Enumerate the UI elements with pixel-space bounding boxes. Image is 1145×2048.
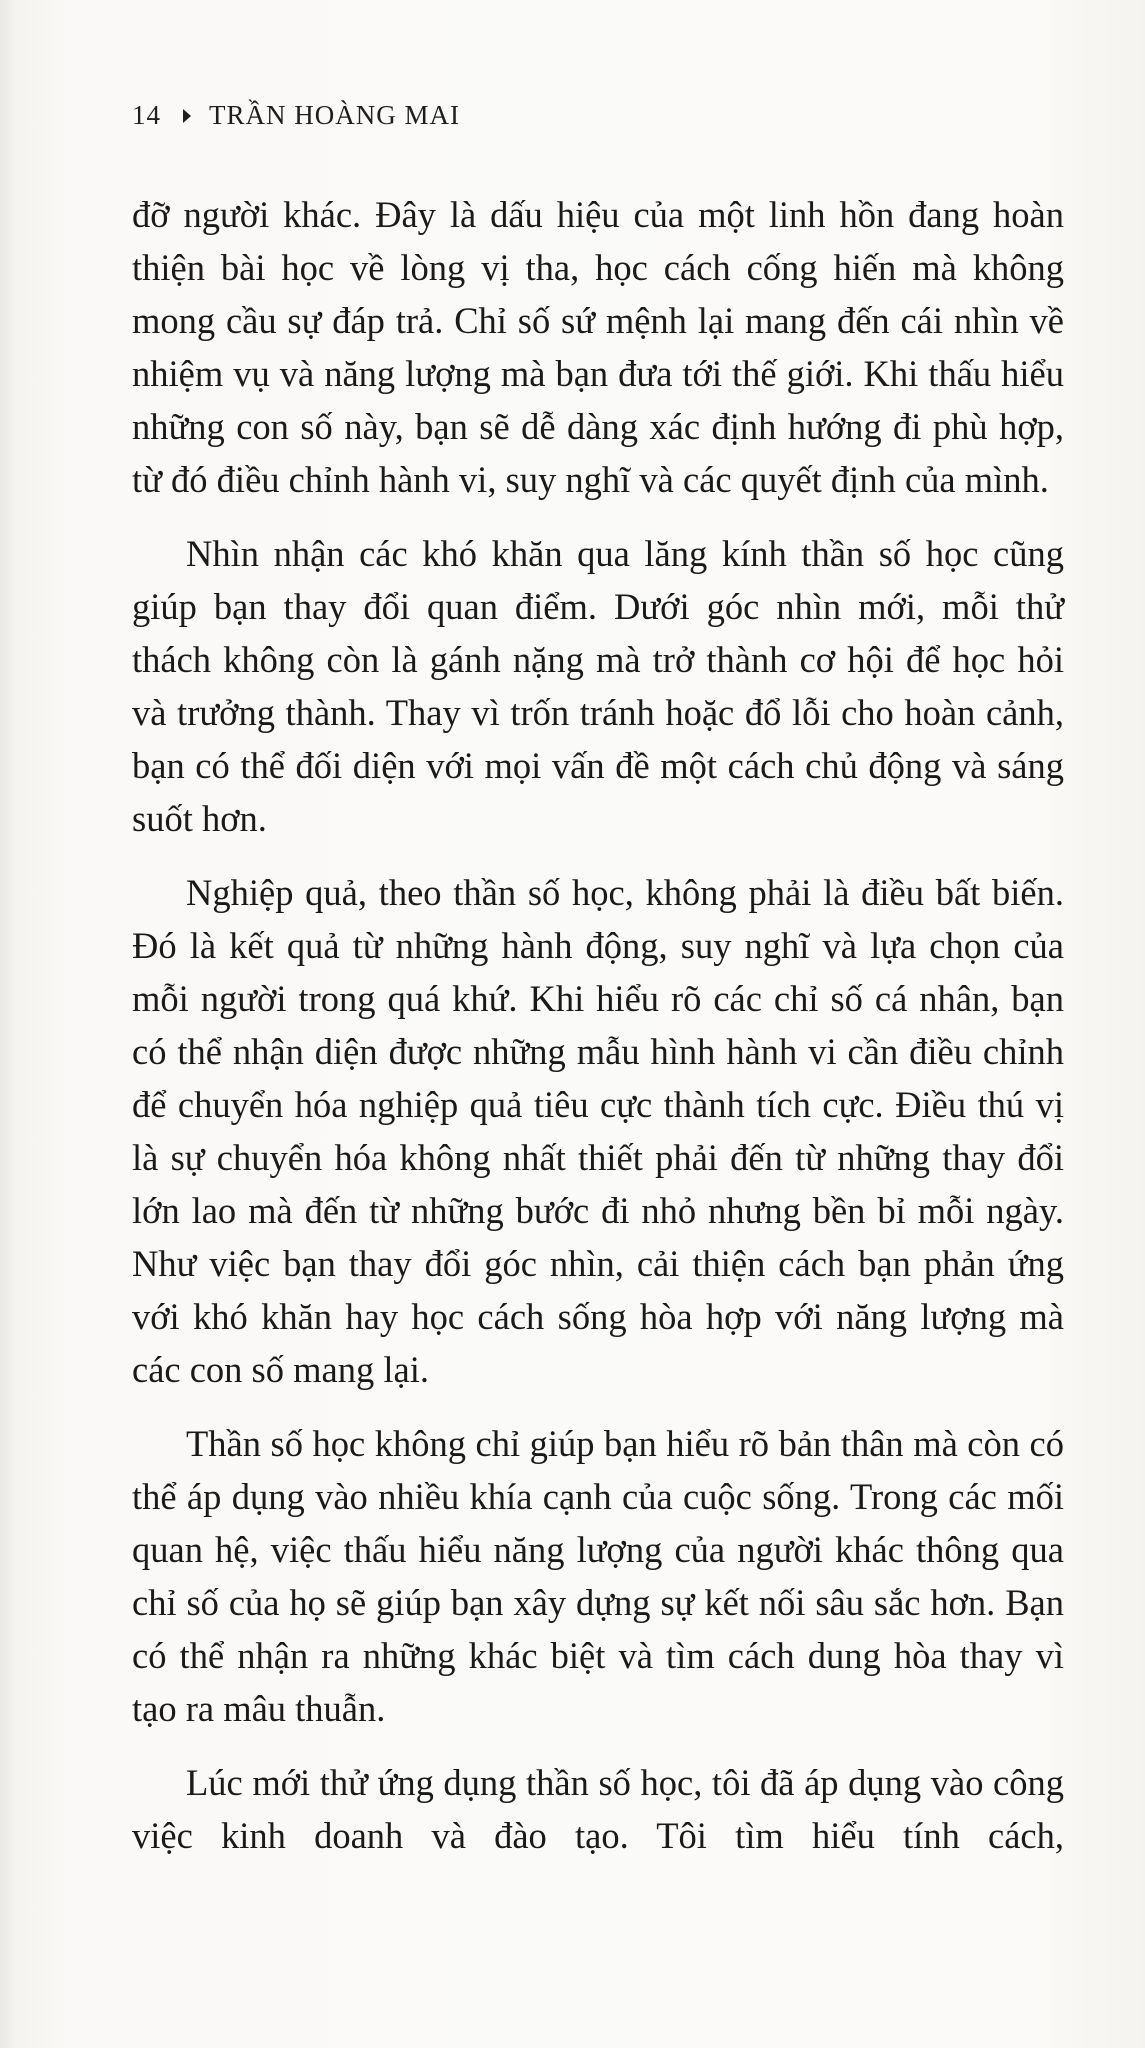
author-name: TRẦN HOÀNG MAI — [209, 100, 460, 130]
triangle-separator-icon — [183, 109, 191, 123]
page-gutter-shadow — [0, 0, 18, 2048]
paragraph: Nhìn nhận các khó khăn qua lăng kính thần số học cũng giúp bạn thay đổi quan điểm. Dưới góc nhìn mới, mỗi thử thách không còn là gánh nặng mà trở thành cơ hội để học hỏi và trưởng thành. Thay vì trốn tránh hoặc đổ lỗi cho hoàn cảnh, bạn có thể đối diện với mọi vấn đề một cách chủ động và sáng suốt hơn. — [132, 533, 1064, 839]
paragraph: Lúc mới thử ứng dụng thần số học, tôi đã áp dụng vào công việc kinh doanh và đào tạo. Tôi tìm hiểu tính cách, — [132, 1762, 1064, 1856]
paragraph: Thần số học không chỉ giúp bạn hiểu rõ bản thân mà còn có thể áp dụng vào nhiều khía cạnh của cuộc sống. Trong các mối quan hệ, việc thấu hiểu năng lượng của người khác thông qua chỉ số của họ sẽ giúp bạn xây dựng sự kết nối sâu sắc hơn. Bạn có thể nhận ra những khác biệt và tìm cách dung hòa thay vì tạo ra mâu thuẫn. — [132, 1423, 1064, 1729]
body-text — [132, 188, 1064, 1883]
paragraph: đỡ người khác. Đây là dấu hiệu của một linh hồn đang hoàn thiện bài học về lòng vị tha, học cách cống hiến mà không mong cầu sự đáp trả. Chỉ số sứ mệnh lại mang đến cái nhìn về nhiệm vụ và năng lượng mà bạn đưa tới thế giới. Khi thấu hiểu những con số này, bạn sẽ dễ dàng xác định hướng đi phù hợp, từ đó điều chỉnh hành vi, suy nghĩ và các quyết định của mình. — [132, 194, 1064, 500]
page-number: 14 — [132, 100, 161, 130]
paragraph: Nghiệp quả, theo thần số học, không phải là điều bất biến. Đó là kết quả từ những hành động, suy nghĩ và lựa chọn của mỗi người trong quá khứ. Khi hiểu rõ các chỉ số cá nhân, bạn có thể nhận diện được những mẫu hình hành vi cần điều chỉnh để chuyển hóa nghiệp quả tiêu cực thành tích cực. Điều thú vị là sự chuyển hóa không nhất thiết phải đến từ những thay đổi lớn lao mà đến từ những bước đi nhỏ nhưng bền bỉ mỗi ngày. Như việc bạn thay đổi góc nhìn, cải thiện cách bạn phản ứng với khó khăn hay học cách sống hòa hợp với năng lượng mà các con số mang lại. — [132, 872, 1064, 1390]
running-header — [132, 100, 460, 131]
